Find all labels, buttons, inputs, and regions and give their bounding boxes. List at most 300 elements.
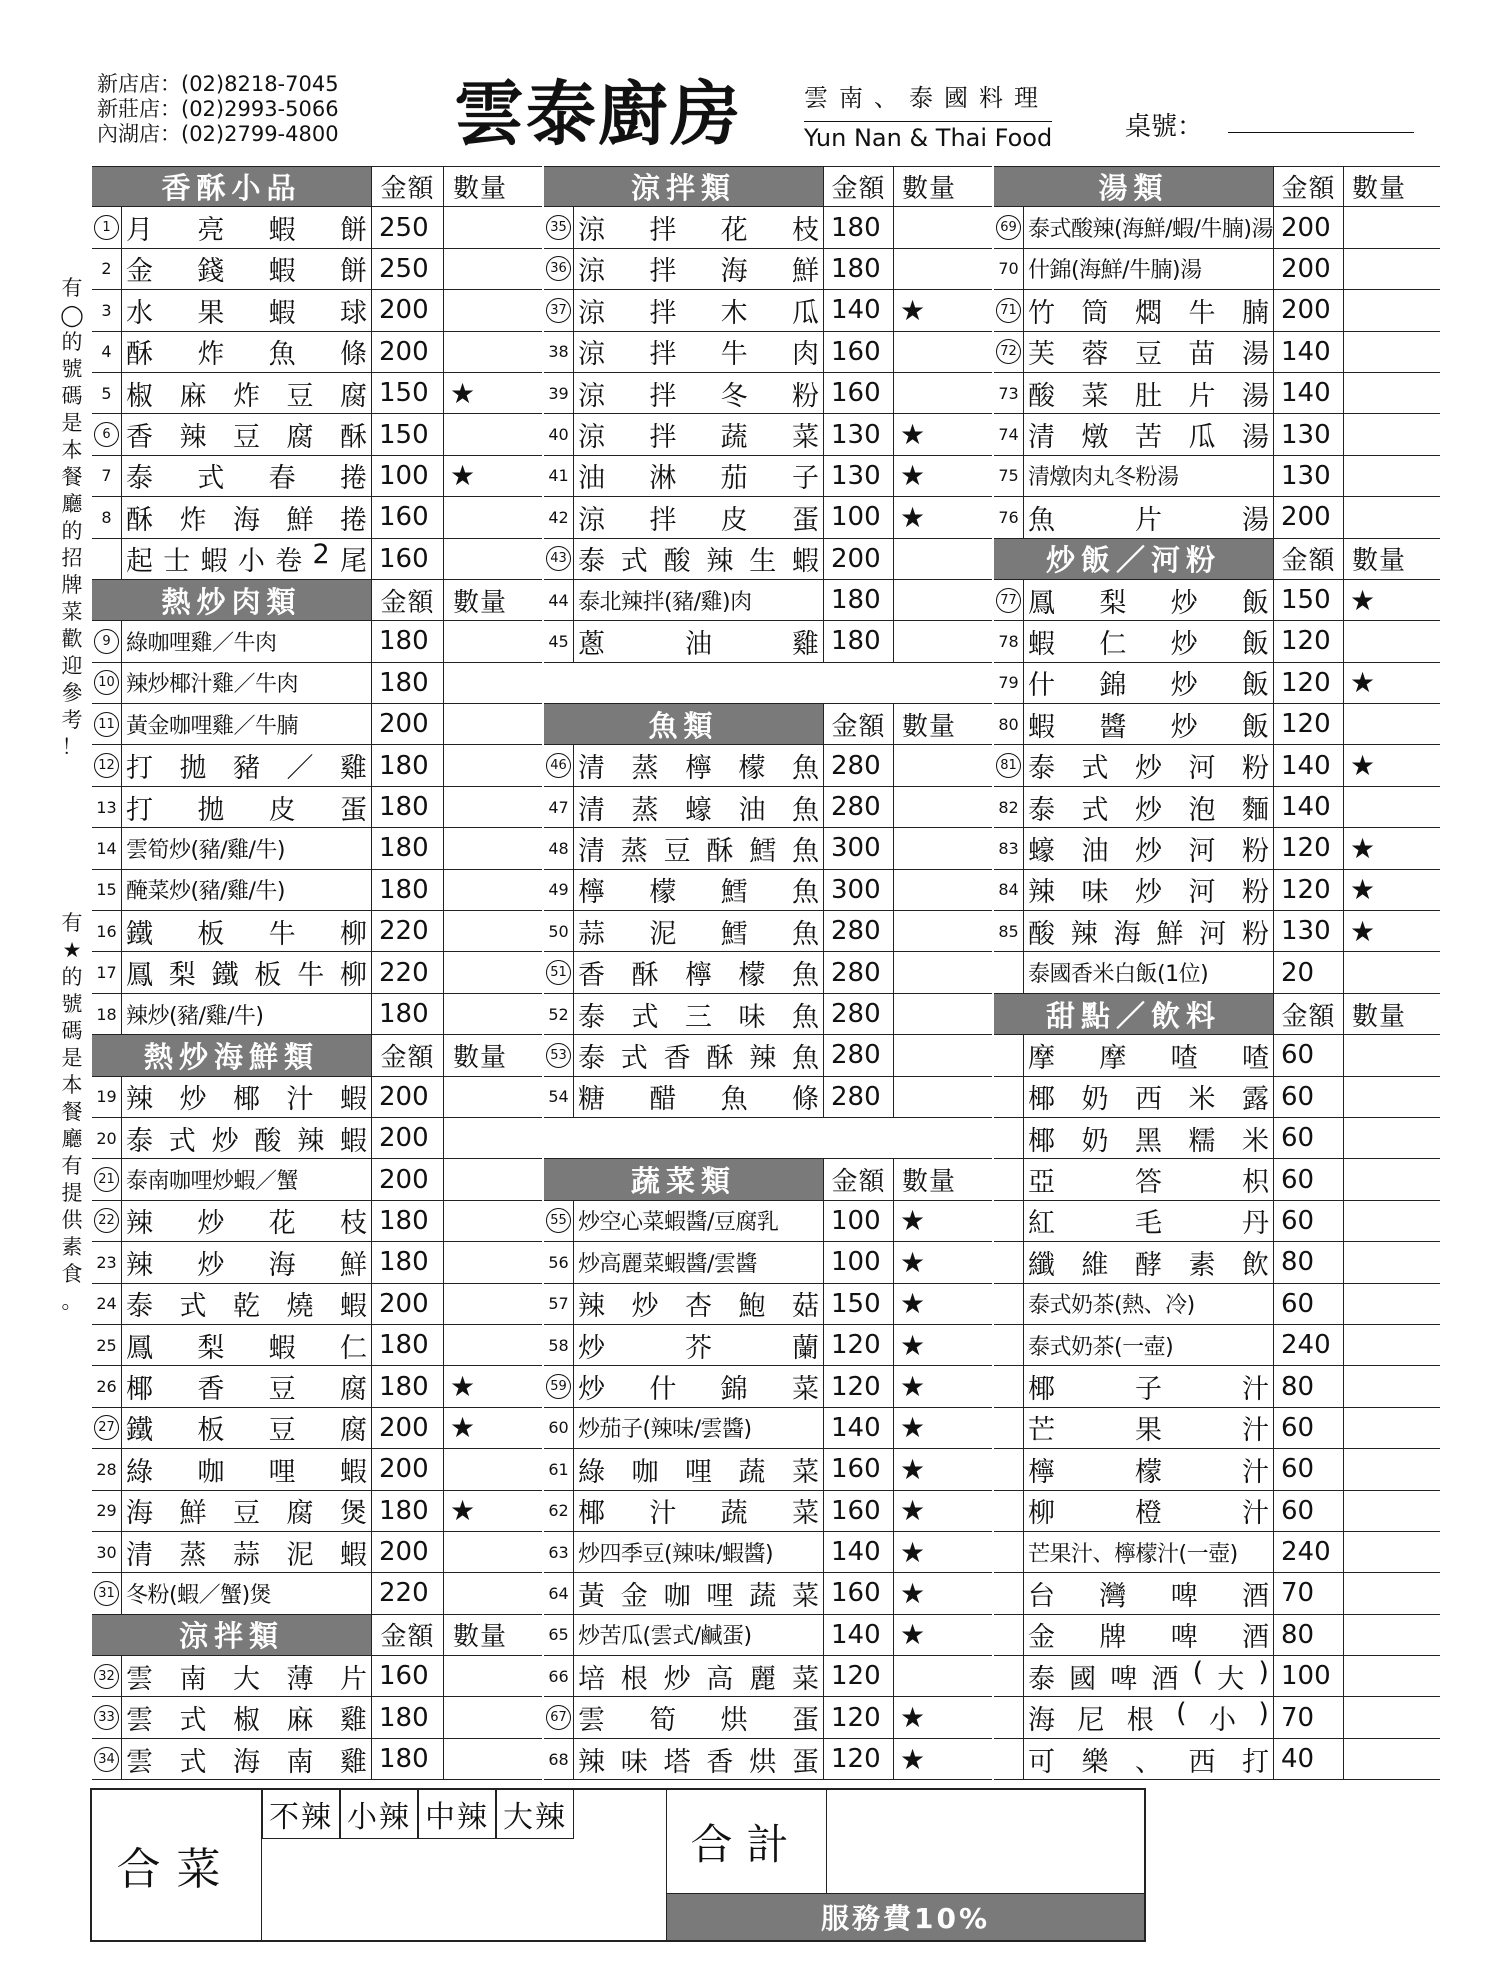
- menu-item[interactable]: [994, 414, 1440, 455]
- item-quantity-field[interactable]: [1344, 1035, 1414, 1075]
- item-quantity-field[interactable]: [1344, 332, 1414, 372]
- menu-item[interactable]: [994, 456, 1440, 497]
- item-quantity-field[interactable]: [1344, 1532, 1414, 1572]
- item-number-text: 8: [101, 507, 112, 527]
- item-number-text: 58: [548, 1335, 569, 1355]
- item-name-text: 海 鮮 豆 腐 煲: [126, 1498, 367, 1530]
- item-name-text: 辣 炒 花 枝: [126, 1208, 367, 1240]
- item-name-text: 辣 炒 椰 汁 蝦: [126, 1084, 367, 1116]
- item-quantity-field[interactable]: [444, 1118, 516, 1158]
- vegetarian-star-icon: ★: [1350, 914, 1376, 948]
- item-quantity-field[interactable]: [894, 1366, 964, 1406]
- item-quantity-field[interactable]: [1344, 456, 1414, 496]
- menu-item[interactable]: [92, 539, 542, 580]
- menu-item[interactable]: [544, 249, 992, 290]
- item-quantity-field[interactable]: [444, 704, 516, 744]
- signature-number-badge: 46: [546, 753, 571, 778]
- menu-item[interactable]: [92, 1573, 542, 1614]
- item-number: [544, 1615, 574, 1655]
- item-quantity-field[interactable]: [1344, 1739, 1414, 1779]
- item-price: 120: [1274, 828, 1344, 868]
- spice-hot[interactable]: 大辣: [496, 1790, 574, 1839]
- item-price: 80: [1274, 1615, 1344, 1655]
- item-quantity-field[interactable]: [444, 290, 516, 330]
- section-title: 熱炒海鮮類: [92, 1035, 372, 1075]
- item-quantity-field[interactable]: [444, 1449, 516, 1489]
- menu-item[interactable]: [544, 1615, 992, 1656]
- item-quantity-field[interactable]: [894, 1615, 964, 1655]
- item-quantity-field[interactable]: [894, 414, 964, 454]
- item-quantity-field[interactable]: [1344, 787, 1414, 827]
- menu-item[interactable]: [92, 1697, 542, 1738]
- item-quantity-field[interactable]: [894, 1284, 964, 1324]
- item-quantity-field[interactable]: [444, 332, 516, 372]
- menu-item[interactable]: [994, 1159, 1440, 1200]
- menu-item[interactable]: [92, 1532, 542, 1573]
- item-quantity-field[interactable]: [444, 456, 516, 496]
- item-quantity-field[interactable]: [894, 1532, 964, 1572]
- item-quantity-field[interactable]: [444, 787, 516, 827]
- menu-item[interactable]: [994, 787, 1440, 828]
- menu-item[interactable]: [92, 1366, 542, 1407]
- spice-level-area: [262, 1790, 667, 1940]
- item-quantity-field[interactable]: [894, 1201, 964, 1241]
- item-price: 70: [1274, 1697, 1344, 1737]
- item-quantity-field[interactable]: [1344, 1491, 1414, 1531]
- item-price: 220: [372, 1573, 444, 1613]
- item-name-text: 涼 拌 牛 肉: [578, 339, 819, 371]
- menu-item[interactable]: [994, 1366, 1440, 1407]
- item-quantity-field[interactable]: [1344, 1573, 1414, 1613]
- menu-item[interactable]: [544, 456, 992, 497]
- item-quantity-field[interactable]: [1344, 704, 1414, 744]
- item-quantity-field[interactable]: [1344, 828, 1414, 868]
- menu-item[interactable]: [92, 1284, 542, 1325]
- menu-item[interactable]: [92, 497, 542, 538]
- item-price: 300: [824, 870, 894, 910]
- menu-item[interactable]: [92, 870, 542, 911]
- menu-item[interactable]: [994, 1077, 1440, 1118]
- item-quantity-field[interactable]: [1344, 1284, 1414, 1324]
- item-number: [544, 414, 574, 454]
- menu-item[interactable]: [92, 1201, 542, 1242]
- signature-number-badge: 37: [546, 298, 571, 323]
- section-title: 熱炒肉類: [92, 580, 372, 620]
- menu-item[interactable]: [994, 663, 1440, 704]
- signature-number-badge: 72: [996, 339, 1021, 364]
- menu-item[interactable]: [994, 1201, 1440, 1242]
- item-price: 130: [1274, 911, 1344, 951]
- menu-item[interactable]: [92, 663, 542, 704]
- item-price: 280: [824, 1077, 894, 1117]
- item-name-text: 竹 筒 燜 牛 腩: [1028, 297, 1269, 329]
- menu-item[interactable]: [994, 1284, 1440, 1325]
- item-quantity-field[interactable]: [1344, 497, 1414, 537]
- item-quantity-field[interactable]: [444, 1739, 516, 1779]
- price-header: 金額: [1274, 167, 1344, 206]
- menu-item[interactable]: [92, 290, 542, 331]
- menu-item[interactable]: [994, 870, 1440, 911]
- menu-item[interactable]: [92, 414, 542, 455]
- menu-item[interactable]: [994, 1532, 1440, 1573]
- item-quantity-field[interactable]: [894, 1242, 964, 1282]
- item-quantity-field[interactable]: [444, 1159, 516, 1199]
- item-quantity-field[interactable]: [1344, 414, 1414, 454]
- menu-item[interactable]: [544, 1491, 992, 1532]
- menu-item[interactable]: [994, 290, 1440, 331]
- item-name-text: 辣 味 塔 香 烘 蛋: [578, 1746, 819, 1778]
- item-quantity-field[interactable]: [894, 621, 964, 661]
- item-quantity-field[interactable]: [444, 1573, 516, 1613]
- table-number-field[interactable]: [1228, 132, 1414, 133]
- item-quantity-field[interactable]: [444, 539, 516, 579]
- item-quantity-field[interactable]: [444, 249, 516, 289]
- item-quantity-field[interactable]: [894, 1077, 964, 1117]
- item-quantity-field[interactable]: [1344, 580, 1414, 620]
- signature-number-badge: 32: [94, 1664, 119, 1689]
- item-quantity-field[interactable]: [1344, 870, 1414, 910]
- item-price: 120: [824, 1325, 894, 1365]
- item-number: [92, 911, 122, 951]
- menu-item[interactable]: [994, 249, 1440, 290]
- item-quantity-field[interactable]: [1344, 1615, 1414, 1655]
- item-name: 泰式酸辣(海鮮/蝦/牛腩)湯: [1024, 207, 1274, 247]
- item-quantity-field[interactable]: [444, 1697, 516, 1737]
- item-quantity-field[interactable]: [444, 1325, 516, 1365]
- section-header: [994, 994, 1440, 1035]
- menu-item[interactable]: [92, 1491, 542, 1532]
- item-quantity-field[interactable]: [894, 1325, 964, 1365]
- spice-mild[interactable]: 小辣: [340, 1790, 418, 1839]
- menu-item[interactable]: [92, 704, 542, 745]
- item-quantity-field[interactable]: [1344, 621, 1414, 661]
- menu-item[interactable]: [92, 373, 542, 414]
- item-quantity-field[interactable]: [444, 663, 516, 703]
- item-quantity-field[interactable]: [894, 1656, 964, 1696]
- menu-item[interactable]: [994, 1697, 1440, 1738]
- price-header: 金額: [824, 1159, 894, 1199]
- item-quantity-field[interactable]: [444, 1077, 516, 1117]
- item-quantity-field[interactable]: [444, 1366, 516, 1406]
- item-number: [994, 332, 1024, 372]
- menu-item[interactable]: [544, 1408, 992, 1449]
- menu-item[interactable]: [994, 1491, 1440, 1532]
- item-quantity-field[interactable]: [894, 456, 964, 496]
- menu-item[interactable]: [92, 1449, 542, 1490]
- menu-item[interactable]: [994, 580, 1440, 621]
- menu-item[interactable]: [994, 1408, 1440, 1449]
- menu-item[interactable]: [544, 1697, 992, 1738]
- item-price: 120: [1274, 870, 1344, 910]
- menu-item[interactable]: [994, 1035, 1440, 1076]
- menu-item[interactable]: [92, 1408, 542, 1449]
- menu-item[interactable]: [92, 1739, 542, 1780]
- item-number-text: 47: [548, 797, 569, 817]
- item-quantity-field[interactable]: [894, 994, 964, 1034]
- menu-item[interactable]: [544, 911, 992, 952]
- item-quantity-field[interactable]: [894, 745, 964, 785]
- item-name-text: 金 錢 蝦 餅: [126, 256, 367, 288]
- price-header: 金額: [372, 167, 444, 206]
- branch-xindian: 新店店：(02)8218-7045: [97, 72, 339, 96]
- menu-item[interactable]: [544, 290, 992, 331]
- cuisine-subtitle: 雲南、泰國料理: [804, 84, 1049, 112]
- menu-item[interactable]: [544, 207, 992, 248]
- menu-item[interactable]: [994, 828, 1440, 869]
- item-quantity-field[interactable]: [894, 1573, 964, 1613]
- menu-item[interactable]: [92, 621, 542, 662]
- menu-item[interactable]: [544, 745, 992, 786]
- item-quantity-field[interactable]: [444, 497, 516, 537]
- spice-medium[interactable]: 中辣: [418, 1790, 496, 1839]
- item-quantity-field[interactable]: [894, 290, 964, 330]
- item-quantity-field[interactable]: [444, 1242, 516, 1282]
- item-name-text: 清 燉 苦 瓜 湯: [1028, 422, 1269, 454]
- item-quantity-field[interactable]: [894, 332, 964, 372]
- item-quantity-field[interactable]: [894, 249, 964, 289]
- item-number-text: 80: [998, 714, 1019, 734]
- menu-item[interactable]: [92, 745, 542, 786]
- item-quantity-field[interactable]: [894, 787, 964, 827]
- menu-item[interactable]: [994, 1656, 1440, 1697]
- menu-item[interactable]: [544, 580, 992, 621]
- item-quantity-field[interactable]: [444, 994, 516, 1034]
- menu-item[interactable]: [544, 1284, 992, 1325]
- menu-item[interactable]: [92, 1077, 542, 1118]
- menu-item[interactable]: [994, 373, 1440, 414]
- item-quantity-field[interactable]: [1344, 1242, 1414, 1282]
- item-quantity-field[interactable]: [894, 1035, 964, 1075]
- item-quantity-field[interactable]: [1344, 1118, 1414, 1158]
- menu-item[interactable]: [544, 1366, 992, 1407]
- menu-item[interactable]: [994, 704, 1440, 745]
- item-number: [994, 1615, 1024, 1655]
- item-price: 180: [372, 621, 444, 661]
- menu-item[interactable]: [544, 1739, 992, 1780]
- item-quantity-field[interactable]: [894, 497, 964, 537]
- item-quantity-field[interactable]: [444, 414, 516, 454]
- menu-item[interactable]: [994, 1739, 1440, 1780]
- item-price: 160: [824, 1491, 894, 1531]
- item-quantity-field[interactable]: [444, 1408, 516, 1448]
- menu-item[interactable]: [544, 621, 992, 662]
- branch-list: [97, 72, 427, 147]
- item-quantity-field[interactable]: [1344, 290, 1414, 330]
- item-quantity-field[interactable]: [1344, 207, 1414, 247]
- item-number: [92, 621, 122, 661]
- item-name: 炒空心菜蝦醬/豆腐乳: [574, 1201, 824, 1241]
- section-header: [92, 1615, 542, 1656]
- menu-item[interactable]: [92, 332, 542, 373]
- item-number-text: 38: [548, 342, 569, 362]
- item-quantity-field[interactable]: [894, 828, 964, 868]
- item-number: [92, 828, 122, 868]
- item-name: [574, 787, 824, 827]
- item-quantity-field[interactable]: [444, 621, 516, 661]
- item-number-text: 78: [998, 631, 1019, 651]
- item-quantity-field[interactable]: [894, 952, 964, 992]
- menu-item[interactable]: [994, 1118, 1440, 1159]
- spice-none[interactable]: 不辣: [262, 1790, 340, 1839]
- item-quantity-field[interactable]: [894, 1739, 964, 1779]
- item-number: [994, 1035, 1024, 1075]
- item-quantity-field[interactable]: [894, 911, 964, 951]
- item-quantity-field[interactable]: [1344, 1077, 1414, 1117]
- item-number-text: 60: [548, 1418, 569, 1438]
- item-quantity-field[interactable]: [894, 1491, 964, 1531]
- menu-item[interactable]: [92, 1325, 542, 1366]
- item-quantity-field[interactable]: [444, 1201, 516, 1241]
- item-quantity-field[interactable]: [1344, 911, 1414, 951]
- item-quantity-field[interactable]: [444, 373, 516, 413]
- menu-item[interactable]: [544, 1656, 992, 1697]
- signature-number-badge: 11: [94, 712, 119, 737]
- item-quantity-field[interactable]: [894, 207, 964, 247]
- menu-item[interactable]: [92, 994, 542, 1035]
- menu-item[interactable]: [994, 952, 1440, 993]
- item-price: 250: [372, 207, 444, 247]
- item-quantity-field[interactable]: [1344, 1159, 1414, 1199]
- item-quantity-field[interactable]: [894, 870, 964, 910]
- item-quantity-field[interactable]: [444, 1491, 516, 1531]
- item-quantity-field[interactable]: [1344, 1408, 1414, 1448]
- menu-item[interactable]: [544, 787, 992, 828]
- menu-item[interactable]: [544, 1242, 992, 1283]
- item-quantity-field[interactable]: [894, 1449, 964, 1489]
- menu-item[interactable]: [544, 1201, 992, 1242]
- vegetarian-star-icon: ★: [900, 1742, 926, 1776]
- total-field[interactable]: [827, 1790, 1144, 1893]
- item-name: [122, 373, 372, 413]
- menu-item[interactable]: [92, 787, 542, 828]
- item-quantity-field[interactable]: [894, 580, 964, 620]
- item-price: 160: [824, 373, 894, 413]
- menu-item[interactable]: [544, 497, 992, 538]
- menu-item[interactable]: [544, 332, 992, 373]
- item-number: [92, 1077, 122, 1117]
- menu-item[interactable]: [994, 1325, 1440, 1366]
- item-quantity-field[interactable]: [894, 1697, 964, 1737]
- item-quantity-field[interactable]: [444, 1284, 516, 1324]
- item-price: 150: [1274, 580, 1344, 620]
- item-number: [92, 787, 122, 827]
- item-quantity-field[interactable]: [1344, 1449, 1414, 1489]
- item-name: [1024, 663, 1274, 703]
- menu-item[interactable]: [544, 1077, 992, 1118]
- item-quantity-field[interactable]: [444, 911, 516, 951]
- menu-item[interactable]: [544, 994, 992, 1035]
- menu-item[interactable]: [994, 911, 1440, 952]
- item-quantity-field[interactable]: [1344, 373, 1414, 413]
- qty-header: 數量: [452, 1042, 507, 1073]
- menu-item[interactable]: [994, 497, 1440, 538]
- menu-item[interactable]: [994, 332, 1440, 373]
- item-quantity-field[interactable]: [444, 207, 516, 247]
- item-quantity-field[interactable]: [1344, 1697, 1414, 1737]
- item-quantity-field[interactable]: [1344, 1325, 1414, 1365]
- item-name-text: 涼 拌 海 鮮: [578, 256, 819, 288]
- item-quantity-field[interactable]: [1344, 1366, 1414, 1406]
- section-title: 炒飯／河粉: [994, 539, 1274, 579]
- menu-item[interactable]: [92, 1159, 542, 1200]
- menu-item[interactable]: [544, 1532, 992, 1573]
- item-name: [574, 456, 824, 496]
- item-name: [122, 1408, 372, 1448]
- item-quantity-field[interactable]: [894, 1408, 964, 1448]
- item-name: [122, 249, 372, 289]
- menu-item[interactable]: [92, 249, 542, 290]
- item-number: [92, 1491, 122, 1531]
- item-quantity-field[interactable]: [894, 373, 964, 413]
- item-name-text: 綠 咖 哩 蝦: [126, 1456, 367, 1488]
- menu-item[interactable]: [92, 952, 542, 993]
- menu-item[interactable]: [994, 207, 1440, 248]
- item-price: 60: [1274, 1284, 1344, 1324]
- item-quantity-field[interactable]: [444, 828, 516, 868]
- menu-item[interactable]: [994, 621, 1440, 662]
- menu-item[interactable]: [544, 1325, 992, 1366]
- item-number: [92, 1325, 122, 1365]
- price-header: 金額: [824, 167, 894, 206]
- item-name-text: 水 果 蝦 球: [126, 297, 367, 329]
- item-name: [574, 373, 824, 413]
- menu-item[interactable]: [92, 828, 542, 869]
- item-number-text: 76: [998, 507, 1019, 527]
- menu-item[interactable]: [544, 1449, 992, 1490]
- menu-item[interactable]: [544, 539, 992, 580]
- menu-item[interactable]: [544, 870, 992, 911]
- menu-item[interactable]: [92, 1118, 542, 1159]
- item-price: 280: [824, 994, 894, 1034]
- item-quantity-field[interactable]: [894, 539, 964, 579]
- item-price: 250: [372, 249, 444, 289]
- item-quantity-field[interactable]: [1344, 745, 1414, 785]
- menu-item[interactable]: [544, 1573, 992, 1614]
- menu-item[interactable]: [994, 745, 1440, 786]
- item-number-text: 50: [548, 921, 569, 941]
- menu-item[interactable]: [92, 1242, 542, 1283]
- item-price: 120: [824, 1366, 894, 1406]
- item-name: [122, 332, 372, 372]
- item-price: 140: [1274, 373, 1344, 413]
- item-quantity-field[interactable]: [1344, 1201, 1414, 1241]
- menu-item[interactable]: [994, 1242, 1440, 1283]
- item-quantity-field[interactable]: [1344, 1656, 1414, 1696]
- menu-item[interactable]: [994, 1573, 1440, 1614]
- menu-item[interactable]: [544, 414, 992, 455]
- item-name-text: 椒 麻 炸 豆 腐: [126, 380, 367, 412]
- item-quantity-field[interactable]: [1344, 249, 1414, 289]
- item-quantity-field[interactable]: [444, 870, 516, 910]
- menu-item[interactable]: [92, 911, 542, 952]
- item-quantity-field[interactable]: [1344, 952, 1414, 992]
- menu-item[interactable]: [92, 207, 542, 248]
- menu-item[interactable]: [544, 373, 992, 414]
- menu-item[interactable]: [994, 1615, 1440, 1656]
- item-quantity-field[interactable]: [444, 952, 516, 992]
- menu-item[interactable]: [92, 1656, 542, 1697]
- item-quantity-field[interactable]: [1344, 663, 1414, 703]
- menu-item[interactable]: [544, 952, 992, 993]
- menu-item[interactable]: [544, 1035, 992, 1076]
- item-quantity-field[interactable]: [444, 1532, 516, 1572]
- item-quantity-field[interactable]: [444, 1656, 516, 1696]
- menu-item[interactable]: [544, 828, 992, 869]
- item-number: [994, 1366, 1024, 1406]
- menu-item[interactable]: [92, 456, 542, 497]
- menu-item[interactable]: [994, 1449, 1440, 1490]
- item-quantity-field[interactable]: [444, 745, 516, 785]
